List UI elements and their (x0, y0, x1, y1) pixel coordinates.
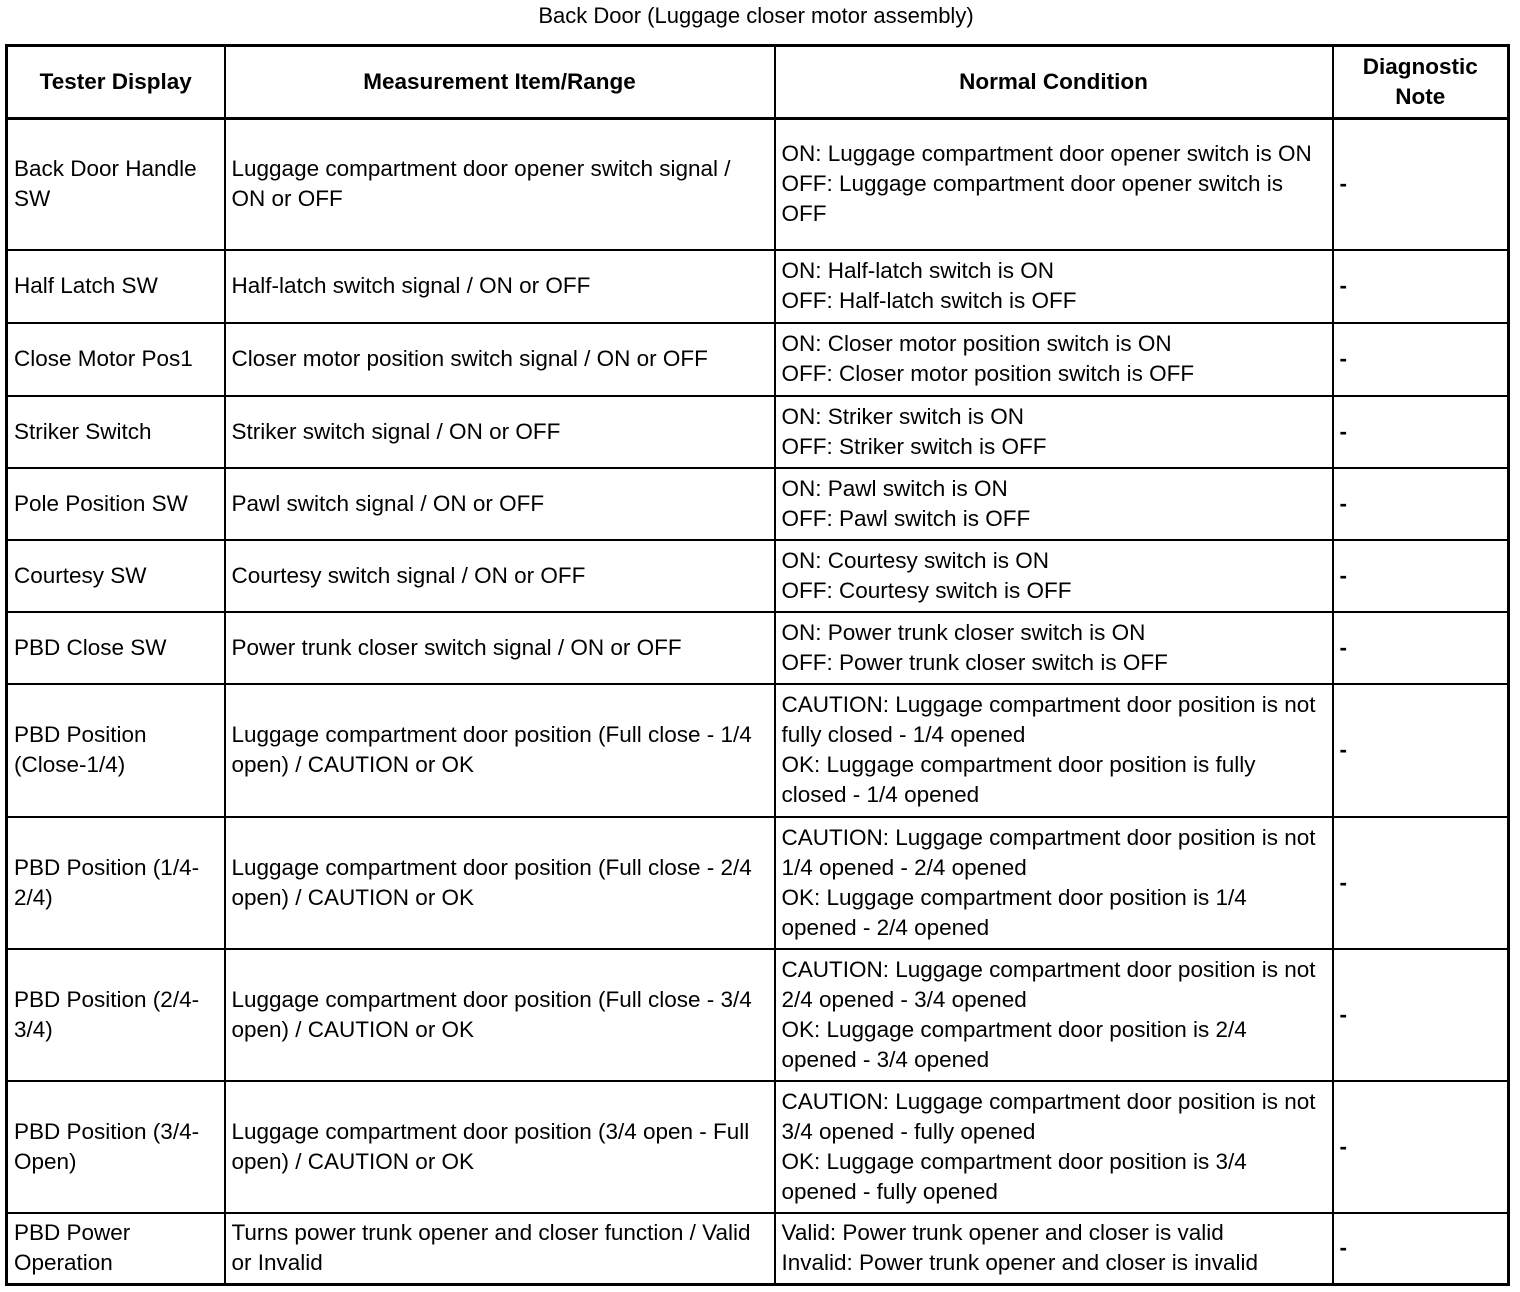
table-row (7, 323, 1509, 396)
diagnostic-note-cell: - (1333, 949, 1509, 1081)
condition-line: CAUTION: Luggage compartment door position is not fully closed - 1/4 opened (781, 692, 1316, 747)
diagnostic-note-cell: - (1333, 684, 1509, 817)
condition-line: OK: Luggage compartment door position is 3/4 opened - fully opened (781, 1148, 1247, 1204)
condition-line: OK: Luggage compartment door position is fully closed - 1/4 opened (781, 752, 1256, 807)
measurement-cell: Luggage compartment door opener switch signal / ON or OFF (225, 119, 775, 250)
table-row (7, 468, 1509, 540)
table-row (7, 684, 1509, 817)
data-table (5, 44, 1510, 1286)
measurement-cell: Power trunk closer switch signal / ON or OFF (225, 612, 775, 684)
normal-condition-cell (775, 250, 1333, 323)
normal-condition-cell (775, 540, 1333, 612)
header-diagnostic-note (1333, 46, 1509, 119)
condition-line: OK: Luggage compartment door position is 1/4 opened - 2/4 opened (781, 884, 1247, 940)
tester-display-cell: PBD Power Operation (7, 1213, 225, 1285)
condition-line: Valid: Power trunk opener and closer is valid (781, 1220, 1224, 1246)
header-normal-condition: Normal Condition (775, 46, 1333, 119)
measurement-cell: Luggage compartment door position (Full close - 3/4 open) / CAUTION or OK (225, 949, 775, 1081)
table-row (7, 1213, 1509, 1285)
header-diagnostic-note-line1: Diagnostic (1362, 54, 1478, 79)
table-caption: Back Door (Luggage closer motor assembly) (538, 3, 974, 28)
condition-line: OFF: Closer motor position switch is OFF (781, 361, 1195, 386)
condition-line: ON: Power trunk closer switch is ON (781, 619, 1146, 645)
normal-condition-cell (775, 1213, 1333, 1285)
condition-line: ON: Half-latch switch is ON (781, 258, 1055, 283)
diagnostic-note-cell: - (1333, 323, 1509, 396)
condition-line: ON: Striker switch is ON (781, 403, 1025, 429)
table-row (7, 949, 1509, 1081)
condition-line: Invalid: Power trunk opener and closer is invalid (781, 1250, 1258, 1276)
diagnostic-note-cell: - (1333, 468, 1509, 540)
header-row (7, 46, 1509, 119)
condition-line: ON: Closer motor position switch is ON (781, 331, 1172, 356)
table-row (7, 119, 1509, 250)
measurement-cell: Striker switch signal / ON or OFF (225, 396, 775, 468)
condition-line: CAUTION: Luggage compartment door position is not 2/4 opened - 3/4 opened (781, 956, 1316, 1012)
normal-condition-cell (775, 396, 1333, 468)
condition-line: OFF: Half-latch switch is OFF (781, 288, 1077, 313)
condition-line: ON: Courtesy switch is ON (781, 547, 1050, 573)
measurement-cell: Half-latch switch signal / ON or OFF (225, 250, 775, 323)
header-measurement: Measurement Item/Range (225, 46, 775, 119)
measurement-cell: Pawl switch signal / ON or OFF (225, 468, 775, 540)
diagnostic-note-cell: - (1333, 540, 1509, 612)
normal-condition-cell (775, 323, 1333, 396)
tester-display-cell: PBD Position (1/4-2/4) (7, 817, 225, 949)
normal-condition-cell (775, 119, 1333, 250)
tester-display-cell: PBD Position (Close-1/4) (7, 684, 225, 817)
tester-display-cell: Pole Position SW (7, 468, 225, 540)
diagnostic-note-cell: - (1333, 612, 1509, 684)
diagnostic-note-cell: - (1333, 396, 1509, 468)
condition-line: OFF: Power trunk closer switch is OFF (781, 649, 1168, 675)
table-row (7, 1081, 1509, 1213)
tester-display-cell: PBD Close SW (7, 612, 225, 684)
normal-condition-cell (775, 612, 1333, 684)
condition-line: OK: Luggage compartment door position is 2/4 opened - 3/4 opened (781, 1016, 1247, 1072)
condition-line: CAUTION: Luggage compartment door position is not 3/4 opened - fully opened (781, 1088, 1316, 1144)
header-tester-display: Tester Display (7, 46, 225, 119)
measurement-cell: Turns power trunk opener and closer function / Valid or Invalid (225, 1213, 775, 1285)
measurement-cell: Courtesy switch signal / ON or OFF (225, 540, 775, 612)
diagnostic-note-cell: - (1333, 817, 1509, 949)
measurement-cell: Luggage compartment door position (Full close - 1/4 open) / CAUTION or OK (225, 684, 775, 817)
measurement-cell: Luggage compartment door position (3/4 open - Full open) / CAUTION or OK (225, 1081, 775, 1213)
diagnostic-note-cell: - (1333, 250, 1509, 323)
tester-display-cell: PBD Position (2/4-3/4) (7, 949, 225, 1081)
table-row (7, 250, 1509, 323)
condition-line: CAUTION: Luggage compartment door position is not 1/4 opened - 2/4 opened (781, 824, 1316, 880)
normal-condition-cell (775, 817, 1333, 949)
normal-condition-cell (775, 684, 1333, 817)
measurement-cell: Closer motor position switch signal / ON or OFF (225, 323, 775, 396)
tester-display-cell: Close Motor Pos1 (7, 323, 225, 396)
table-row (7, 817, 1509, 949)
condition-line: OFF: Luggage compartment door opener switch is OFF (781, 171, 1283, 227)
condition-line: OFF: Courtesy switch is OFF (781, 577, 1072, 603)
header-diagnostic-note-line2: Note (1395, 84, 1446, 109)
table-row (7, 612, 1509, 684)
normal-condition-cell (775, 1081, 1333, 1213)
tester-display-cell: Striker Switch (7, 396, 225, 468)
tester-display-cell: Back Door Handle SW (7, 119, 225, 250)
diagnostic-note-cell: - (1333, 1213, 1509, 1285)
measurement-cell: Luggage compartment door position (Full close - 2/4 open) / CAUTION or OK (225, 817, 775, 949)
condition-line: OFF: Striker switch is OFF (781, 433, 1047, 459)
condition-line: ON: Luggage compartment door opener switch is ON (781, 141, 1312, 167)
condition-line: ON: Pawl switch is ON (781, 475, 1008, 501)
normal-condition-cell (775, 949, 1333, 1081)
table-row (7, 540, 1509, 612)
diagnostic-note-cell: - (1333, 119, 1509, 250)
normal-condition-cell (775, 468, 1333, 540)
tester-display-cell: Half Latch SW (7, 250, 225, 323)
diagnostic-note-cell: - (1333, 1081, 1509, 1213)
tester-display-cell: PBD Position (3/4-Open) (7, 1081, 225, 1213)
table-row (7, 396, 1509, 468)
tester-display-cell: Courtesy SW (7, 540, 225, 612)
condition-line: OFF: Pawl switch is OFF (781, 505, 1031, 531)
